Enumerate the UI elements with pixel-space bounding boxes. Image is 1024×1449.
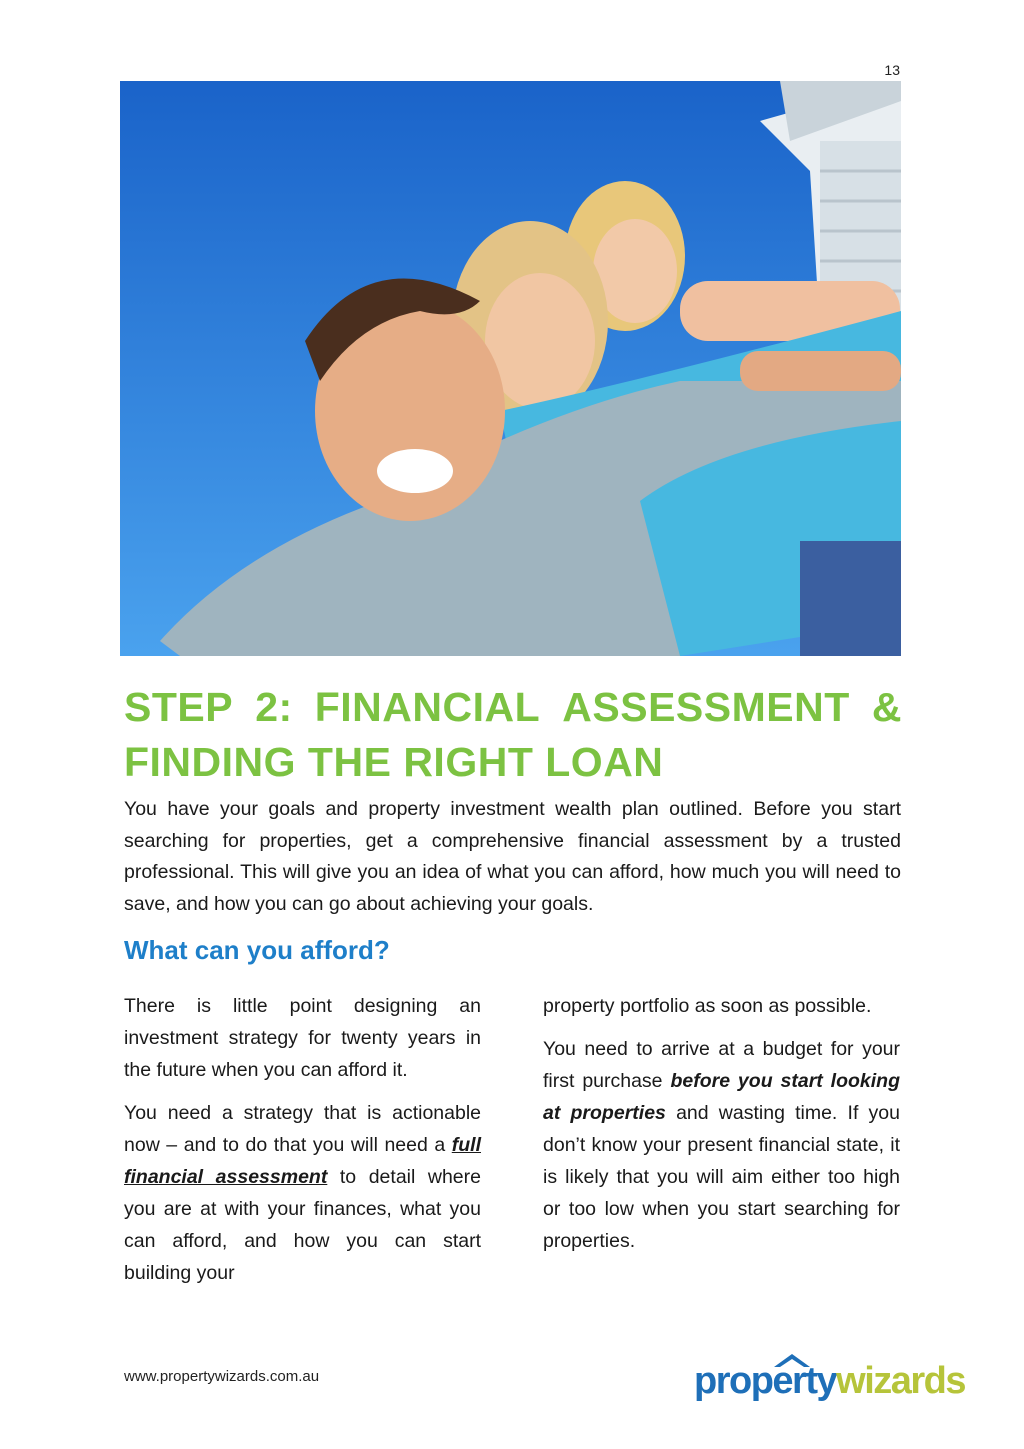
logo-text: [694, 1360, 965, 1403]
property-wizards-logo: [694, 1352, 966, 1412]
family-photo-illustration: [120, 81, 901, 656]
intro-paragraph: You have your goals and property investment wealth plan outlined. Before you start searching for properties, get a comprehensive financial assessment by a trusted professional. This will give you an idea of what you can afford, how much you will need to save, and how you can go about achieving your goals.: [124, 798, 901, 915]
left-p2-end: to detail where you are at with your finances, what you can afford, and how you can start building your: [124, 1166, 481, 1284]
right-p2-end: and wasting time. If you don’t know your present financial state, it is likely that you will aim either too high or too low when you start searching for properties.: [543, 1102, 900, 1252]
right-column: [543, 990, 900, 1268]
emphasis-before-you-start: before you start looking at properties: [543, 1070, 900, 1124]
logo-word-wizards: wizards: [836, 1360, 966, 1402]
title-word: 2:: [255, 684, 293, 730]
title-word: &: [871, 684, 902, 730]
section-title: [124, 680, 902, 790]
right-p2-start: You need to arrive at a budget for your first purchase: [543, 1038, 900, 1092]
emphasis-full-financial-assessment: full financial assessment: [124, 1134, 481, 1188]
left-column: [124, 990, 481, 1300]
title-line-2: FINDING THE RIGHT LOAN: [124, 739, 664, 785]
logo-word-property: property: [694, 1360, 837, 1402]
right-paragraph-1: property portfolio as soon as possible.: [543, 995, 872, 1017]
title-word: ASSESSMENT: [562, 684, 850, 730]
footer-url: www.propertywizards.com.au: [124, 1368, 320, 1385]
title-line-1: [124, 680, 902, 735]
title-word: FINANCIAL: [314, 684, 541, 730]
left-p2-start: You need a strategy that is actionable now – and to do that you will need a: [124, 1102, 481, 1156]
page-number: 13: [884, 62, 900, 78]
title-word: STEP: [124, 684, 234, 730]
left-paragraph-2: [124, 1097, 481, 1289]
subheading: What can you afford?: [124, 935, 390, 965]
right-paragraph-2: [543, 1033, 900, 1257]
left-paragraph-1: There is little point designing an investment strategy for twenty years in the future when you can afford it.: [124, 995, 481, 1081]
hero-family-photo: [120, 81, 901, 656]
